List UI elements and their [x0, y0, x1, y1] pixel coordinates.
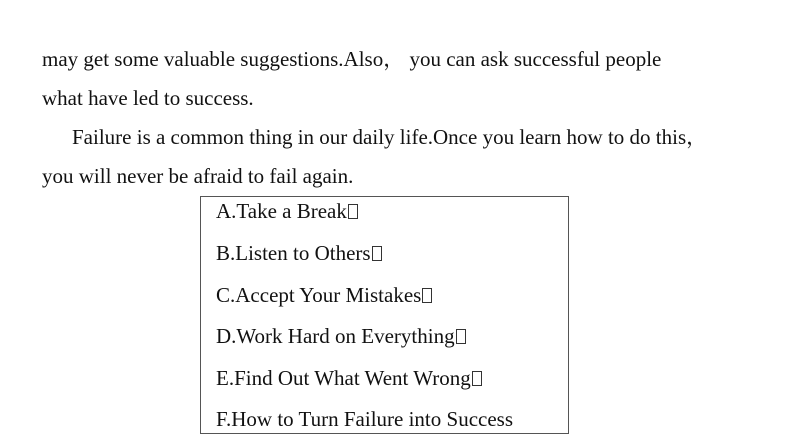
- option-f-label: F.How to Turn Failure into Success: [216, 407, 514, 431]
- passage-line-4: you will never be afraid to fail again.: [42, 164, 354, 188]
- blank-box-icon: [456, 329, 466, 344]
- option-e-label: E.Find Out What Went Wrong: [216, 366, 471, 390]
- option-c-label: C.Accept Your Mistakes: [216, 283, 422, 307]
- option-c: [216, 282, 432, 308]
- blank-box-icon: [422, 288, 432, 303]
- option-b: [216, 240, 382, 266]
- blank-box-icon: [348, 204, 358, 219]
- passage-line-2: what have led to success.: [42, 86, 254, 110]
- options-box: [200, 196, 569, 434]
- passage-line-3: Failure is a common thing in our daily life.Once you learn how to do this，: [72, 125, 708, 149]
- passage-line-1: may get some valuable suggestions.Also， you can ask successful people: [42, 47, 662, 71]
- option-d: [216, 323, 466, 349]
- blank-box-icon: [372, 246, 382, 261]
- option-e: [216, 365, 482, 391]
- option-b-label: B.Listen to Others: [216, 241, 371, 265]
- blank-box-icon: [472, 371, 482, 386]
- option-d-label: D.Work Hard on Everything: [216, 324, 455, 348]
- option-a: [216, 198, 358, 224]
- option-a-label: A.Take a Break: [216, 199, 347, 223]
- option-f: [216, 406, 513, 432]
